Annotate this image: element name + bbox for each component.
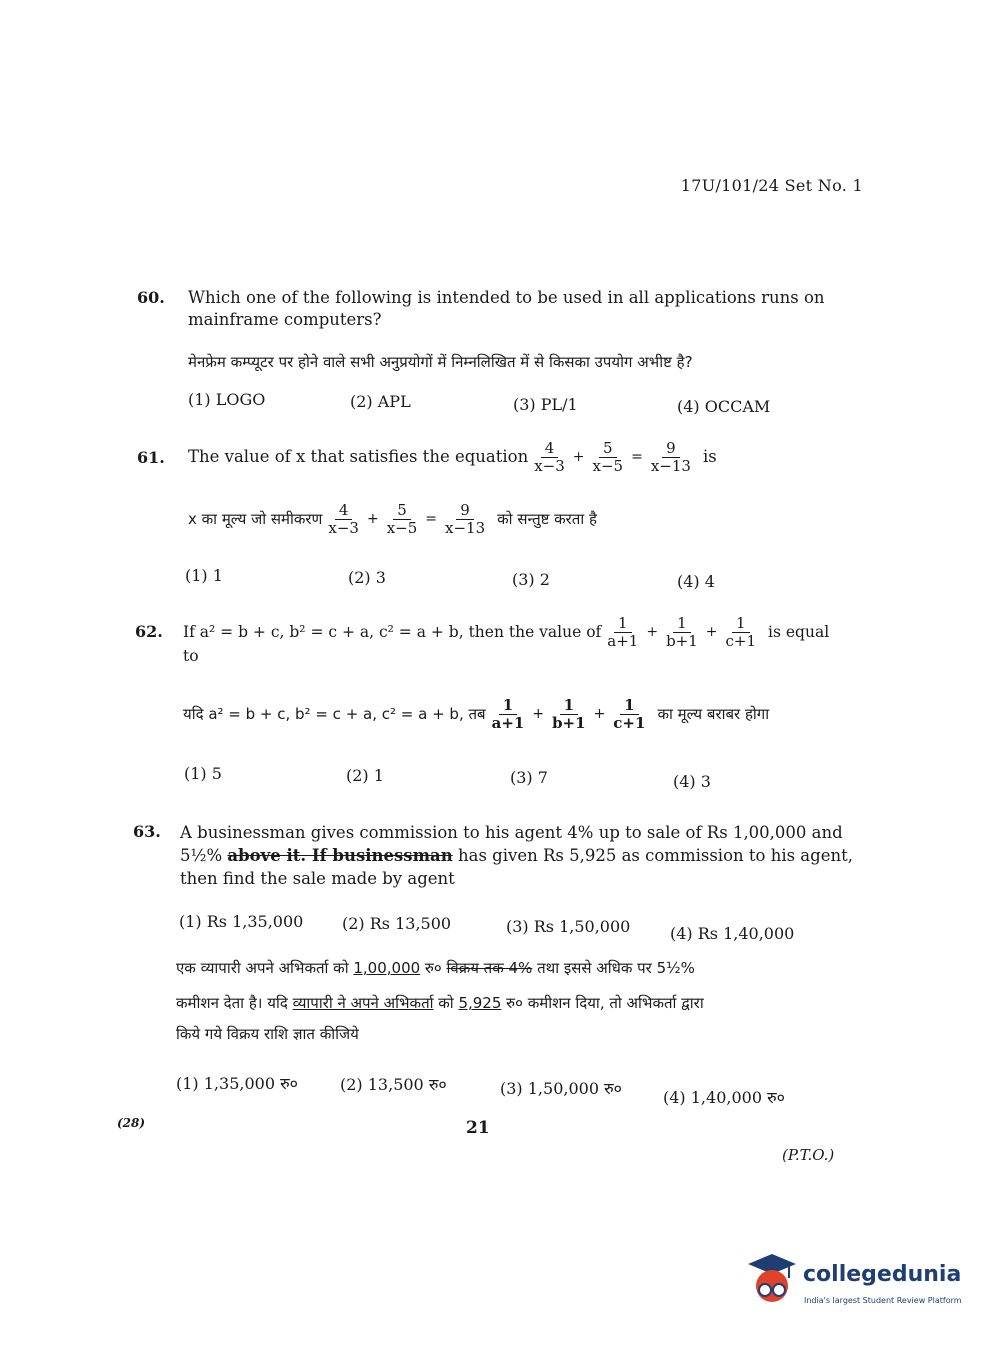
set-code: 17U/101/24 Set No. 1: [680, 176, 863, 195]
question-61-equation-en: [188, 440, 717, 474]
question-63-hi-option-4: (4) 1,40,000 रु०: [663, 1088, 785, 1107]
fraction-1-hi: [324, 502, 363, 536]
fraction-1: [530, 440, 569, 474]
question-63-line-2b: above it. If businessman: [227, 846, 453, 865]
fraction-2: [589, 440, 628, 474]
fraction-2-den: x−5: [592, 456, 624, 475]
question-60-number: 60.: [137, 288, 165, 307]
question-63-hi-line-1: [176, 958, 876, 978]
question-60-text-en: Which one of the following is intended to be used in all applications runs on mainframe computers?: [188, 288, 825, 329]
question-60-text-hi: मेनफ्रेम कम्प्यूटर पर होने वाले सभी अनुप्रयोगों में निम्नलिखित में से किसका उपयोग अभीष्ट है?: [188, 353, 693, 371]
question-61-option-3: (3) 2: [512, 570, 550, 589]
question-63-option-1: (1) Rs 1,35,000: [179, 912, 304, 931]
fraction-1-den: x−3: [534, 456, 565, 475]
question-63-hi-line-2: [176, 993, 876, 1013]
fraction-a: [603, 615, 642, 649]
page-number: 21: [466, 1118, 490, 1138]
plus-sign: +: [366, 511, 379, 527]
question-63-hi-1c: रु०: [420, 959, 447, 977]
question-61-option-2: (2) 3: [348, 568, 386, 587]
question-61-pre-hi: x का मूल्य जो समीकरण: [188, 510, 323, 528]
question-62-post-en-line2: to: [183, 647, 199, 665]
question-63-hi-option-3: (3) 1,50,000 रु०: [500, 1079, 622, 1098]
question-62-post-hi: का मूल्य बराबर होगा: [657, 705, 770, 723]
question-62-condition-en: If a² = b + c, b² = c + a, c² = a + b, then the value of: [183, 623, 602, 641]
question-62-option-4: (4) 3: [673, 772, 711, 791]
fraction-3: [647, 440, 695, 474]
question-62-post-en: is equal: [768, 623, 830, 641]
brand-name: collegedunia: [803, 1262, 962, 1287]
question-60-option-1: (1) LOGO: [188, 390, 266, 409]
question-63-line-2: [180, 845, 870, 867]
fraction-b: [662, 615, 702, 649]
question-63-line-1: A businessman gives commission to his agent 4% up to sale of Rs 1,00,000 and: [180, 823, 843, 842]
question-62-expression-en: [183, 615, 829, 649]
question-63-option-4: (4) Rs 1,40,000: [670, 924, 795, 943]
fraction-b-hi-den: b+1: [552, 713, 586, 732]
fraction-3-num: 9: [662, 440, 680, 458]
fraction-a-den: a+1: [607, 631, 639, 650]
footer-code: (28): [117, 1116, 146, 1130]
question-63-hi-2c: को: [433, 994, 459, 1012]
brand-tagline: India's largest Student Review Platform: [804, 1296, 962, 1305]
question-63-hi-2e: रु० कमीशन दिया, तो अभिकर्ता द्वारा: [501, 994, 704, 1012]
question-61-pre-en: The value of x that satisfies the equation: [188, 447, 529, 466]
fraction-a-hi: [488, 697, 529, 731]
question-63-hi-1d: विक्रय तक 4%: [446, 959, 533, 977]
fraction-a-hi-num: 1: [499, 697, 517, 715]
fraction-3-den: x−13: [650, 456, 691, 475]
fraction-b-hi-num: 1: [560, 697, 578, 715]
fraction-3-hi-num: 9: [456, 502, 474, 520]
question-63-number: 63.: [133, 822, 161, 841]
question-60-option-4: (4) OCCAM: [677, 397, 771, 416]
question-63-line-2c: has given Rs 5,925 as commission to his agent,: [452, 846, 853, 865]
fraction-1-hi-num: 4: [335, 502, 353, 520]
fraction-1-hi-den: x−3: [328, 518, 359, 537]
question-61-option-4: (4) 4: [677, 572, 715, 591]
plus-sign: +: [532, 706, 545, 722]
fraction-a-num: 1: [614, 615, 632, 633]
question-60-option-3: (3) PL/1: [513, 395, 578, 414]
fraction-2-num: 5: [599, 440, 617, 458]
plus-sign: +: [593, 706, 606, 722]
question-61-post-en: is: [702, 447, 717, 466]
question-61-equation-hi: [188, 502, 597, 536]
question-63-hi-option-2: (2) 13,500 रु०: [340, 1075, 447, 1094]
fraction-b-den: b+1: [666, 631, 698, 650]
fraction-c-hi: [609, 697, 649, 731]
fraction-c-hi-num: 1: [620, 697, 638, 715]
plus-sign: +: [646, 624, 659, 640]
fraction-c: [722, 615, 761, 649]
question-63-hi-2b: व्यापारी ने अपने अभिकर्ता: [292, 994, 434, 1012]
question-62-option-2: (2) 1: [346, 766, 384, 785]
question-63-hi-1b: 1,00,000: [353, 959, 421, 977]
question-61-option-1: (1) 1: [185, 566, 223, 585]
question-62-option-3: (3) 7: [510, 768, 548, 787]
plus-sign: +: [705, 624, 718, 640]
fraction-3-hi: [441, 502, 489, 536]
question-62-condition-hi: यदि a² = b + c, b² = c + a, c² = a + b, तब: [183, 705, 486, 723]
fraction-c-den: c+1: [725, 631, 757, 650]
question-63-line-2a: 5½%: [180, 846, 228, 865]
fraction-2-hi-den: x−5: [386, 518, 418, 537]
question-61-number: 61.: [137, 448, 165, 467]
fraction-2-hi: [383, 502, 422, 536]
question-63-option-3: (3) Rs 1,50,000: [506, 917, 631, 936]
plus-sign: +: [572, 449, 585, 465]
fraction-2-hi-num: 5: [393, 502, 411, 520]
question-60-option-2: (2) APL: [350, 392, 411, 411]
fraction-c-num: 1: [732, 615, 750, 633]
question-62-number: 62.: [135, 622, 163, 641]
fraction-a-hi-den: a+1: [491, 713, 525, 732]
collegedunia-logo-icon: [742, 1252, 802, 1310]
fraction-b-num: 1: [673, 615, 691, 633]
fraction-3-hi-den: x−13: [445, 518, 486, 537]
equals-sign: =: [425, 511, 438, 527]
question-63-hi-line-3: किये गये विक्रय राशि ज्ञात कीजिये: [176, 1025, 359, 1043]
question-62-expression-hi: [183, 697, 769, 731]
question-61-post-hi: को सन्तुष्ट करता है: [497, 510, 597, 528]
question-63-option-2: (2) Rs 13,500: [342, 914, 452, 933]
question-62-option-1: (1) 5: [184, 764, 222, 783]
question-63-hi-option-1: (1) 1,35,000 रु०: [176, 1074, 298, 1093]
question-63-hi-1e: तथा इससे अधिक पर 5½%: [532, 959, 695, 977]
equals-sign: =: [631, 449, 643, 465]
question-63-line-3: then find the sale made by agent: [180, 869, 455, 888]
fraction-c-hi-den: c+1: [613, 713, 646, 732]
fraction-b-hi: [548, 697, 590, 731]
fraction-1-num: 4: [541, 440, 559, 458]
pto-label: (P.T.O.): [782, 1146, 835, 1164]
question-63-hi-2d: 5,925: [458, 994, 502, 1012]
question-63-hi-1a: एक व्यापारी अपने अभिकर्ता को: [176, 959, 354, 977]
question-63-hi-2a: कमीशन देता है। यदि: [176, 994, 293, 1012]
